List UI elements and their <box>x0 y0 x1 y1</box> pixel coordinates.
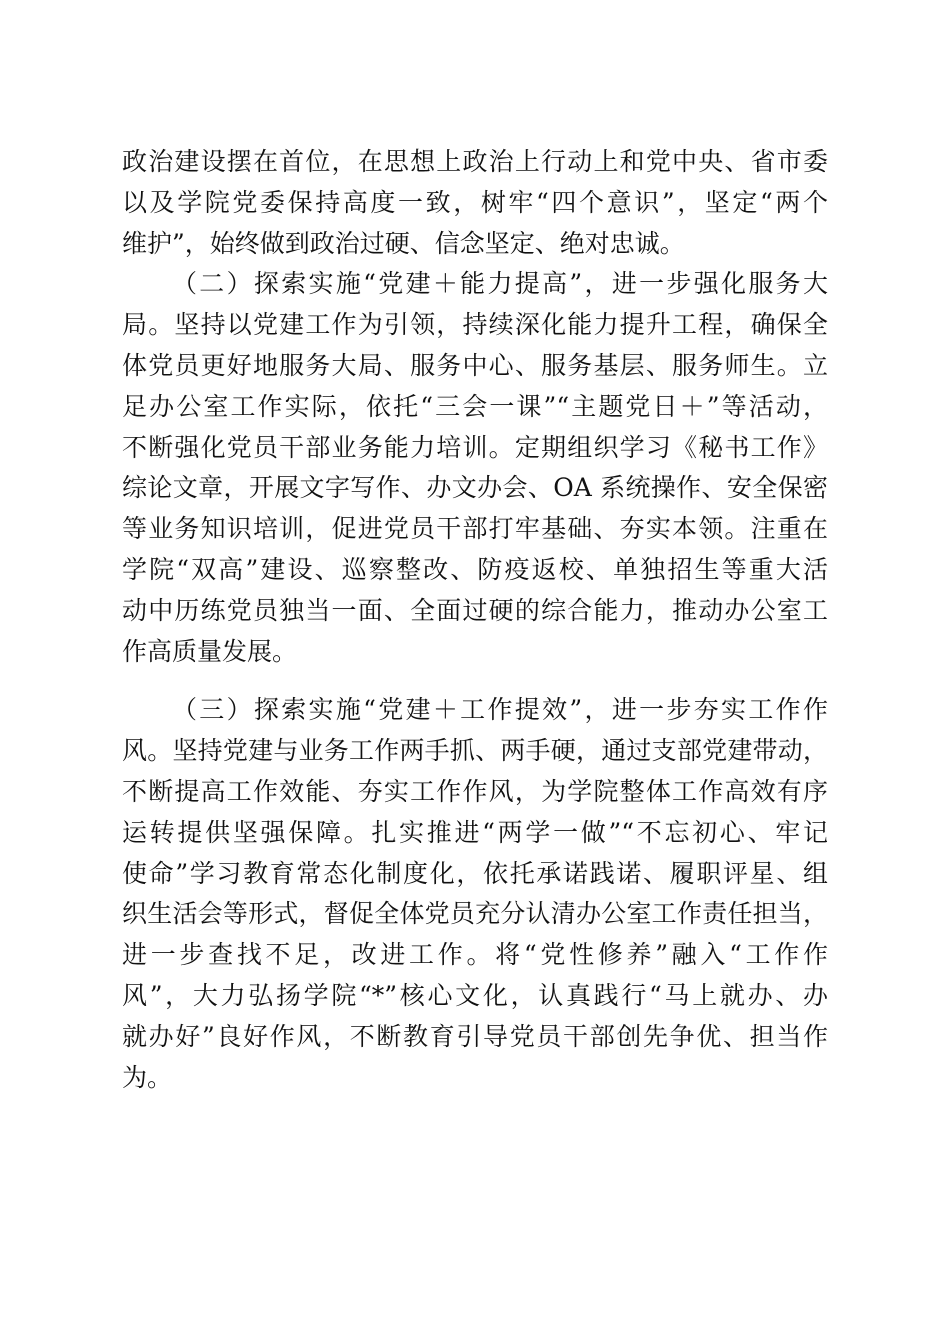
text-line: 以及学院党委保持高度一致，树牢“四个意识”，坚定“两个 <box>122 187 828 217</box>
text-line: 就办好”良好作风，不断教育引导党员干部创先争优、担当作 <box>122 1021 828 1051</box>
paragraph-gap <box>122 672 828 690</box>
paragraph-3 <box>122 690 828 1098</box>
text-line: 维护”，始终做到政治过硬、信念坚定、绝对忠诚。 <box>122 228 685 258</box>
text-line: （三）探索实施“党建＋工作提效”，进一步夯实工作作 <box>172 695 828 725</box>
text-line: 不断强化党员干部业务能力培训。定期组织学习《秘书工作》 <box>122 432 828 462</box>
text-line: 织生活会等形式，督促全体党员充分认清办公室工作责任担当， <box>122 899 828 929</box>
text-line: 政治建设摆在首位，在思想上政治上行动上和党中央、省市委 <box>122 147 828 176</box>
text-line: （二）探索实施“党建＋能力提高”，进一步强化服务大 <box>172 269 828 299</box>
text-line: 运转提供坚强保障。扎实推进“两学一做”“不忘初心、牢记 <box>122 817 828 847</box>
text-line: 动中历练党员独当一面、全面过硬的综合能力，推动办公室工 <box>122 595 828 625</box>
text-line: 等业务知识培训，促进党员干部打牢基础、夯实本领。注重在 <box>122 514 828 544</box>
text-line: 足办公室工作实际，依托“三会一课”“主题党日＋”等活动， <box>122 391 828 421</box>
text-line: 风。坚持党建与业务工作两手抓、两手硬，通过支部党建带动， <box>122 736 828 766</box>
text-line: 风”，大力弘扬学院“*”核心文化，认真践行“马上就办、办 <box>122 980 828 1010</box>
text-line: 学院“双高”建设、巡察整改、防疫返校、单独招生等重大活 <box>122 554 828 584</box>
text-line: 不断提高工作效能、夯实工作作风，为学院整体工作高效有序 <box>122 776 828 806</box>
paragraph-1 <box>122 142 828 264</box>
text-line: 局。坚持以党建工作为引领，持续深化能力提升工程，确保全 <box>122 310 828 340</box>
text-line: 使命”学习教育常态化制度化，依托承诺践诺、履职评星、组 <box>122 858 828 888</box>
body-text <box>122 142 828 1098</box>
text-line: 为。 <box>122 1062 173 1092</box>
text-line: 作高质量发展。 <box>122 636 298 666</box>
text-line: 体党员更好地服务大局、服务中心、服务基层、服务师生。立 <box>122 350 828 380</box>
text-line: 进一步查找不足，改进工作。将“党性修养”融入“工作作 <box>122 940 828 970</box>
paragraph-2 <box>122 264 828 672</box>
text-line: 综论文章，开展文字写作、办文办会、OA 系统操作、安全保密 <box>122 473 828 503</box>
